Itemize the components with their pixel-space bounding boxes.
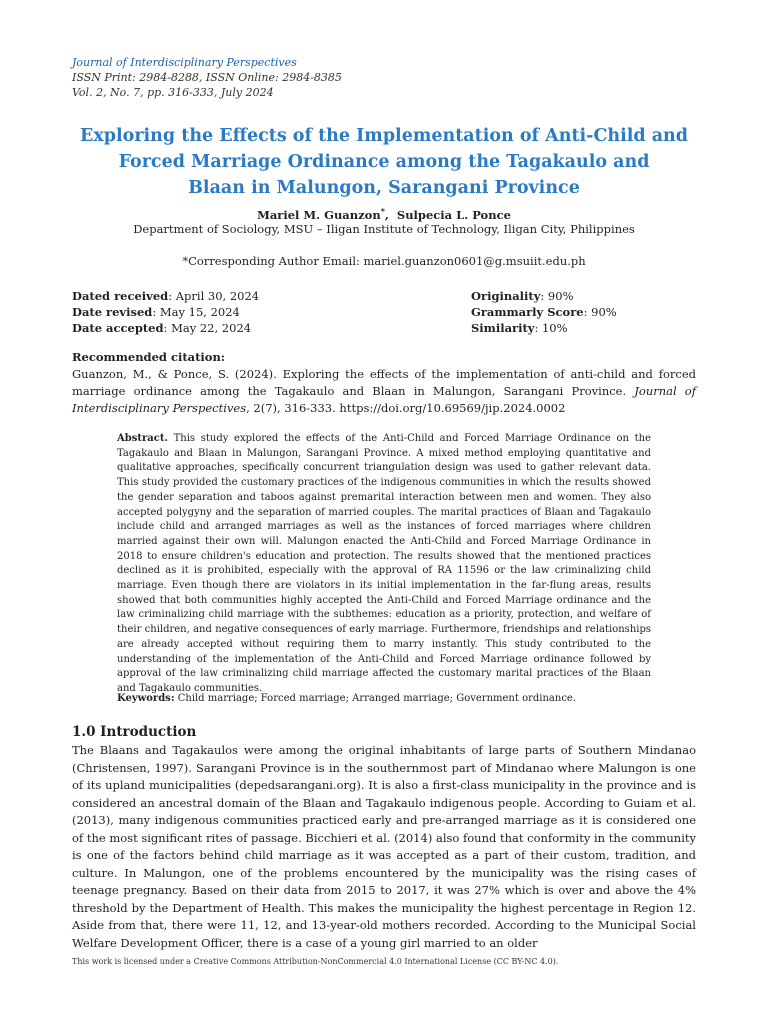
grammarly-value: : 90% <box>583 305 617 319</box>
date-revised <box>72 304 259 320</box>
journal-header <box>72 55 342 100</box>
similarity-score <box>471 320 617 336</box>
similarity-label: Similarity <box>471 321 535 335</box>
introduction-text: The Blaans and Tagakaulos were among the original inhabitants of large parts of Southern Mindanao (Christensen, 1997). Sarangani Province is in the southernmost part of Mindanao where Malungon is one of its upland municipalities (depedsarangani.org). It is also a first-class municipality in the province and is considered an ancestral domain of the Blaan and Tagakaulo indigenous people. According to Guiam et al. (2013), many indigenous communities practiced early and pre-arranged marriage as it is considered one of the most significant rites of passage. Bicchieri et al. (2014) also found that conformity in the community is one of the factors behind child marriage as it was accepted as a part of their custom, tradition, and culture. In Malungon, one of the problems encountered by the municipality was the rising cases of teenage pregnancy. Based on their data from 2015 to 2017, it was 27% which is over and above the 4% threshold by the Department of Health. This makes the municipality the highest percentage in Region 12. Aside from that, there were 11, 12, and 13-year-old mothers recorded. According to the Municipal Social Welfare Development Officer, there is a case of a young girl married to an older <box>72 743 696 950</box>
citation-journal: Journal of Interdisciplinary Perspectives <box>72 384 696 415</box>
journal-volume: Vol. 2, No. 7, pp. 316-333, July 2024 <box>72 86 274 99</box>
corresponding-mark: * <box>380 206 385 216</box>
originality-value: : 90% <box>540 289 574 303</box>
keywords-text: Child marriage; Forced marriage; Arranged marriage; Government ordinance. <box>174 693 577 704</box>
affiliation: Department of Sociology, MSU – Iligan Institute of Technology, Iligan City, Philippines <box>133 222 635 236</box>
license-footer: This work is licensed under a Creative Commons Attribution-NonCommercial 4.0 International License (CC BY-NC 4.0). <box>72 957 559 966</box>
journal-issn: ISSN Print: 2984-8288, ISSN Online: 2984-8385 <box>72 71 342 84</box>
abstract-label: Abstract. <box>117 433 168 444</box>
citation-part-1: Guanzon, M., & Ponce, S. (2024). Exploring the effects of the implementation of anti-child and forced marriage ordinance among the Tagakaulo and Blaan in Malungon, Sarangani Province. <box>72 367 696 398</box>
date-received <box>72 288 259 304</box>
grammarly-label: Grammarly Score <box>471 305 584 319</box>
date-accepted-value: : May 22, 2024 <box>163 321 252 335</box>
article-scores <box>471 288 617 336</box>
citation-heading: Recommended citation: <box>72 350 226 364</box>
article-dates <box>72 288 259 336</box>
date-accepted-label: Date accepted <box>72 321 164 335</box>
citation-text <box>72 366 696 417</box>
date-accepted <box>72 320 259 336</box>
abstract-text: This study explored the effects of the Anti-Child and Forced Marriage Ordinance on the Tagakaulo and Blaan in Malungon, Sarangani Province. A mixed method employing quantitative and qualitative approaches, specifically concurrent triangulation design was used to gather relevant data. This study provided the customary practices of the indigenous communities in which the results showed the gender separation and taboos against premarital interaction between men and women. They also accepted polygyny and the separation of married couples. The marital practices of Blaan and Tagakaulo include child and arranged marriages as well as the instances of forced marriages where children married against their own will. Malungon enacted the Anti-Child and Forced Marriage Ordinance in 2018 to ensure children's education and protection. The results showed that the mentioned practices declined as it is prohibited, especially with the approval of RA 11596 or the law criminalizing child marriage. Even though there are violators in its initial implementation in the far-flung areas, results showed that both communities highly accepted the Anti-Child and Forced Marriage ordinance and the law criminalizing child marriage with the subthemes: education as a priority, protection, and welfare of their children, and negative consequences of early marriage. Furthermore, friendships and relationships are already accepted without requiring them to marry instantly. This study contributed to the understanding of the implementation of the Anti-Child and Forced Marriage ordinance followed by approval of the law criminalizing child marriage affected the customary marital practices of the Blaan and Tagakaulo communities. <box>117 433 651 694</box>
citation-part-2: , 2(7), 316-333. https://doi.org/10.69569/jip.2024.0002 <box>246 401 566 415</box>
keywords <box>117 693 651 704</box>
date-received-value: : April 30, 2024 <box>168 289 260 303</box>
grammarly-score <box>471 304 617 320</box>
originality-score <box>471 288 617 304</box>
paper-title <box>60 123 708 201</box>
author-list: Mariel M. Guanzon*, Sulpecia L. Ponce <box>257 206 511 222</box>
journal-name: Journal of Interdisciplinary Perspectives <box>72 56 297 69</box>
abstract <box>117 432 651 697</box>
corresponding-author-email: *Corresponding Author Email: mariel.guanzon0601@g.msuiit.edu.ph <box>182 254 586 268</box>
keywords-label: Keywords: <box>117 693 175 704</box>
date-revised-label: Date revised <box>72 305 153 319</box>
date-revised-value: : May 15, 2024 <box>152 305 240 319</box>
title-line-3: Blaan in Malungon, Sarangani Province <box>188 178 580 198</box>
title-line-2: Forced Marriage Ordinance among the Tagakaulo and <box>118 152 650 172</box>
author-1: Mariel M. Guanzon <box>257 207 381 222</box>
originality-label: Originality <box>471 289 541 303</box>
title-line-1: Exploring the Effects of the Implementation of Anti-Child and <box>79 126 689 146</box>
similarity-value: : 10% <box>534 321 568 335</box>
date-received-label: Dated received <box>72 289 169 303</box>
author-2: Sulpecia L. Ponce <box>396 207 511 222</box>
section-heading-introduction: 1.0 Introduction <box>72 724 197 740</box>
